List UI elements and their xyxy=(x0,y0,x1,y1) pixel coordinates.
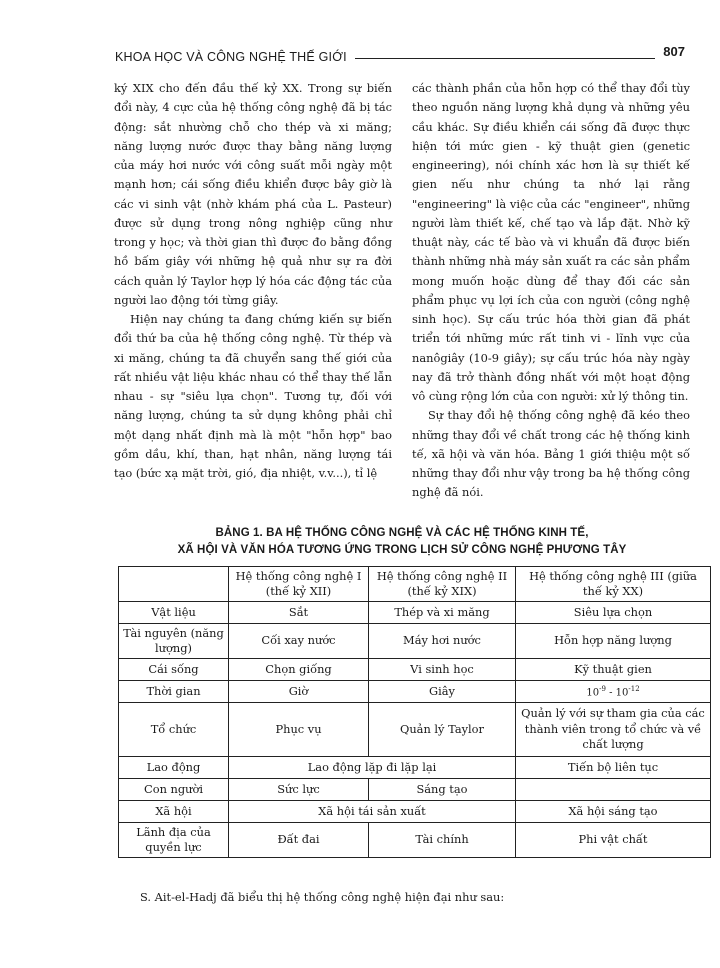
header-cell-system-1: Hệ thống công nghệ I (thế kỷ XII) xyxy=(229,567,369,602)
table-cell: Sức lực xyxy=(229,779,369,801)
table-caption-line-1: BẢNG 1. BA HỆ THỐNG CÔNG NGHỆ VÀ CÁC HỆ THỐNG KINH TẾ, xyxy=(215,527,589,539)
right-paragraph-2: Sự thay đổi hệ thống công nghệ đã kéo theo những thay đổi về chất trong các hệ thống kinh tế, xã hội và văn hóa. Bảng 1 giới thiệu một số những thay đổi như vậy trong ba hệ thống công nghệ đã nói. xyxy=(412,408,690,500)
table-cell-merged: Xã hội tái sản xuất xyxy=(229,801,516,823)
row-label: Lao động xyxy=(119,757,229,779)
table-cell: Tài chính xyxy=(369,823,516,858)
table-row xyxy=(119,681,711,703)
table-row xyxy=(119,703,711,757)
header-cell-system-2: Hệ thống công nghệ II (thế kỷ XIX) xyxy=(369,567,516,602)
row-label: Con người xyxy=(119,779,229,801)
header-cell-blank xyxy=(119,567,229,602)
table-cell-merged: Lao động lặp đi lặp lại xyxy=(229,757,516,779)
table-cell: Phi vật chất xyxy=(516,823,711,858)
header-rule xyxy=(355,58,655,59)
table-cell: Kỹ thuật gien xyxy=(516,659,711,681)
table-cell: Siêu lựa chọn xyxy=(516,602,711,624)
row-label: Thời gian xyxy=(119,681,229,703)
closing-sentence: S. Ait-el-Hadj đã biểu thị hệ thống công nghệ hiện đại như sau: xyxy=(140,890,505,904)
time-base-1: 10 xyxy=(586,687,600,699)
time-exponent-2: -12 xyxy=(628,685,640,694)
table-caption xyxy=(114,525,690,559)
table-row xyxy=(119,779,711,801)
table-cell: Giờ xyxy=(229,681,369,703)
body-columns xyxy=(114,79,690,511)
table-cell: Quản lý với sự tham gia của các thành viên trong tổ chức và về chất lượng xyxy=(516,703,711,757)
left-paragraph-1: ký XIX cho đến đầu thế kỷ XX. Trong sự biến đổi này, 4 cực của hệ thống công nghệ đã bị tác động: sắt nhường chỗ cho thép và xi măng; năng lượng nước được thay bằng năng lượng của máy hơi nước với công suất mỗi ngày một mạnh hơn; cái sống điều khiển được bây giờ là các vi sinh vật (nhờ khám phá của L. Pasteur) được sử dụng trong nông nghiệp cũng như trong y học; và thời gian thì được đo bằng đồng hồ bấm giây với những hệ quả như sự ra đời cách quản lý Taylor hợp lý hóa các động tác của người lao động tới từng giây. xyxy=(114,81,392,307)
row-label: Xã hội xyxy=(119,801,229,823)
right-column xyxy=(412,79,690,511)
table-cell: Vi sinh học xyxy=(369,659,516,681)
table-row xyxy=(119,757,711,779)
time-exponent-1: -9 xyxy=(599,685,606,694)
table-row xyxy=(119,823,711,858)
table-cell: Sắt xyxy=(229,602,369,624)
table-cell: Quản lý Taylor xyxy=(369,703,516,757)
table-cell: Sáng tạo xyxy=(369,779,516,801)
table-cell: Hỗn hợp năng lượng xyxy=(516,624,711,659)
table-header-row xyxy=(119,567,711,602)
table-cell: Chọn giống xyxy=(229,659,369,681)
row-label: Tổ chức xyxy=(119,703,229,757)
table-row xyxy=(119,602,711,624)
row-label: Lãnh địa của quyền lực xyxy=(119,823,229,858)
row-label: Vật liệu xyxy=(119,602,229,624)
row-label: Tài nguyên (năng lượng) xyxy=(119,624,229,659)
time-base-2: - 10 xyxy=(605,687,629,699)
header-cell-system-3: Hệ thống công nghệ III (giữa thế kỷ XX) xyxy=(516,567,711,602)
row-label: Cái sống xyxy=(119,659,229,681)
table-row xyxy=(119,801,711,823)
page-number: 807 xyxy=(663,43,685,59)
table-cell: Đất đai xyxy=(229,823,369,858)
technology-systems-table xyxy=(118,566,711,858)
running-head: KHOA HỌC VÀ CÔNG NGHỆ THẾ GIỚI xyxy=(115,50,347,64)
table-row xyxy=(119,659,711,681)
table-cell: Phục vụ xyxy=(229,703,369,757)
table-row xyxy=(119,624,711,659)
table-cell: Thép và xi măng xyxy=(369,602,516,624)
table-cell: Xã hội sáng tạo xyxy=(516,801,711,823)
table-cell: Tiến bộ liên tục xyxy=(516,757,711,779)
left-column xyxy=(114,79,392,511)
table-cell-empty xyxy=(516,779,711,801)
table-cell: Máy hơi nước xyxy=(369,624,516,659)
page-header xyxy=(115,43,685,68)
table-cell: Cối xay nước xyxy=(229,624,369,659)
table-caption-line-2: XÃ HỘI VÀ VĂN HÓA TƯƠNG ỨNG TRONG LỊCH SỬ CÔNG NGHỆ PHƯƠNG TÂY xyxy=(177,544,627,556)
right-paragraph-1: các thành phần của hỗn hợp có thể thay đổi tùy theo nguồn năng lượng khả dụng và những yêu cầu khác. Sự điều khiển cái sống đã được thực hiện tới mức gien - kỹ thuật gien (genetic engineering), nói chính xác hơn là sự thiết kế gien nếu như chúng ta nhớ lại rằng "engineering" là việc của các "engineer", những người làm thiết kế, chế tạo và lắp đặt. Nhờ kỹ thuật này, các tế bào và vi khuẩn đã được biến thành những nhà máy sản xuất ra các sản phẩm mong muốn hoặc dùng để thay đối các sản phẩm phục vụ lợi ích của con người (công nghệ sinh học). Sự cấu trúc hóa thời gian đã phát triển tới những mức rất tinh vi - lĩnh vực của nanôgiây (10-9 giây); sự cấu trúc hóa này ngày nay đã trở thành đồng nhất với một hoạt động vô cùng rộng lớn của con người: xử lý thông tin. xyxy=(412,81,690,403)
table-cell: Giây xyxy=(369,681,516,703)
time-range-cell xyxy=(516,681,711,703)
left-paragraph-2: Hiện nay chúng ta đang chứng kiến sự biến đổi thứ ba của hệ thống công nghệ. Từ thép và xi măng, chúng ta đã chuyển sang thế giới của rất nhiều vật liệu khác nhau có thể thay thế lẫn nhau - sự "siêu lựa chọn". Tương tự, đối với năng lượng, chúng ta sử dụng không phải chỉ một dạng nhất định mà là một "hỗn hợp" bao gồm dầu, khí, than, hạt nhân, năng lượng tái tạo (bức xạ mặt trời, gió, địa nhiệt, v.v...), tỉ lệ xyxy=(114,312,392,480)
